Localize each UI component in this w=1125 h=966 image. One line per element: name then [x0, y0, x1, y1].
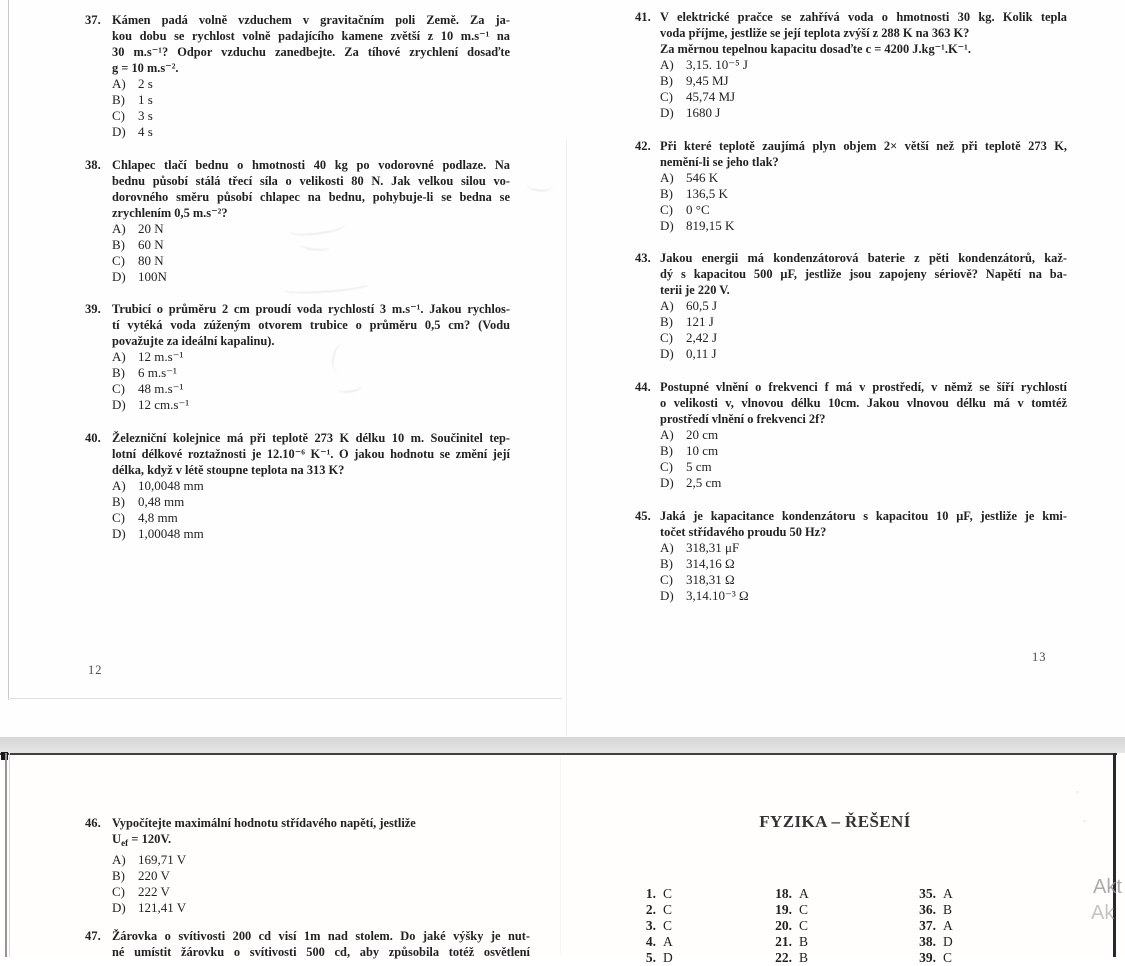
option-value: 12 m.s⁻¹: [138, 349, 184, 364]
option-label: C): [660, 330, 673, 345]
option-label: D): [660, 588, 674, 603]
option-value: 318,31 μF: [686, 540, 740, 555]
answer-letter: A: [663, 934, 673, 949]
question-text-line: terii je 220 V.: [660, 283, 730, 297]
option-value: 60,5 J: [686, 298, 718, 313]
question-text-line: považujte za ideální kapalinu).: [112, 334, 275, 348]
option-value: 220 V: [138, 868, 170, 883]
option-value: 20 cm: [686, 427, 719, 442]
option-label: A): [112, 76, 126, 91]
option-value: 12 cm.s⁻¹: [138, 397, 190, 412]
answer-option: [112, 253, 510, 269]
answer-letter: C: [663, 918, 673, 933]
option-label: B): [660, 186, 673, 201]
option-value: 10,0048 mm: [138, 478, 204, 493]
question-43: [635, 250, 1069, 362]
formula-subscript: ef: [121, 838, 129, 848]
option-value: 4,8 mm: [138, 510, 178, 525]
answer-key-entry: [910, 886, 953, 902]
answer-key-entry: [766, 918, 809, 934]
option-value: 3,15. 10⁻⁵ J: [686, 57, 748, 72]
answer-option: [112, 900, 530, 916]
question-formula-line: [112, 831, 530, 852]
option-label: D): [660, 218, 674, 233]
question-41: [635, 9, 1069, 121]
answer-number: 39.: [919, 950, 936, 965]
option-value: 20 N: [138, 221, 164, 236]
answer-letter: C: [799, 902, 809, 917]
option-label: D): [660, 105, 674, 120]
watermark-text-fragment: Akt: [1093, 876, 1122, 898]
answer-number: 18.: [775, 886, 792, 901]
answer-option: [660, 57, 1067, 73]
option-value: 48 m.s⁻¹: [138, 381, 184, 396]
question-number: 46.: [85, 816, 101, 830]
answer-letter: C: [943, 950, 953, 965]
question-number: 40.: [85, 431, 101, 445]
question-text-line: V elektrické pračce se zahřívá voda o hmotnosti 30 kg. Kolik tepla: [660, 10, 1067, 24]
question-text-line: 30 m.s⁻¹? Odpor vzduchu zanedbejte. Za tíhové zrychlení dosaďte: [112, 45, 510, 59]
option-value: 10 cm: [686, 443, 719, 458]
question-text-line: zrychlením 0,5 m.s⁻²?: [112, 206, 228, 220]
option-value: 1 s: [138, 92, 153, 107]
option-label: B): [112, 365, 125, 380]
answer-option: [660, 588, 1067, 604]
answer-key-entry: [630, 950, 673, 966]
page-edge-line: [5, 753, 7, 957]
question-number: 37.: [85, 13, 101, 27]
question-text-line: Za měrnou tepelnou kapacitu dosaďte c = 4200 J.kg⁻¹.K⁻¹.: [660, 42, 971, 56]
answer-key-entry: [630, 934, 673, 950]
option-label: C): [660, 89, 673, 104]
question-text-line: prostředí vlnění o frekvenci 2f?: [660, 412, 826, 426]
answer-option: [112, 526, 510, 542]
answer-option: [112, 852, 530, 868]
question-text-line: Vypočítejte maximální hodnotu střídavého napětí, jestliže: [112, 816, 416, 830]
page-top-edge: [0, 753, 1117, 755]
answer-key-entry: [630, 918, 673, 934]
page-center-seam: [566, 140, 567, 736]
answer-option: [112, 510, 510, 526]
answer-number: 36.: [919, 902, 936, 917]
answer-option: [112, 365, 510, 381]
question-number: 47.: [85, 929, 101, 943]
question-40: [85, 430, 513, 542]
answer-letter: A: [943, 918, 953, 933]
option-value: 2,42 J: [686, 330, 718, 345]
answer-option: [112, 397, 510, 413]
question-44: [635, 379, 1069, 491]
option-value: 121 J: [686, 314, 714, 329]
scan-gap-band: [0, 737, 1125, 753]
question-number: 41.: [635, 10, 651, 24]
option-label: D): [112, 124, 126, 139]
question-text-line: bednu působí stálá třecí síla o velikosti 80 N. Jak velkou silou vo-: [112, 174, 510, 188]
answer-key-entry: [766, 950, 809, 966]
option-label: B): [112, 494, 125, 509]
page-edge-line: [8, 698, 562, 699]
option-label: C): [112, 108, 125, 123]
page-number-12: 12: [88, 663, 103, 677]
question-45: [635, 508, 1069, 604]
option-value: 0 °C: [686, 202, 710, 217]
option-value: 2,5 cm: [686, 475, 722, 490]
option-value: 5 cm: [686, 459, 712, 474]
answer-option: [660, 186, 1067, 202]
answer-option: [660, 202, 1067, 218]
answer-key-column-2: [766, 886, 809, 966]
option-label: B): [112, 868, 125, 883]
option-value: 136,5 K: [686, 186, 728, 201]
option-value: 2 s: [138, 76, 153, 91]
solutions-title: FYZIKA – ŘEŠENÍ: [759, 812, 911, 831]
answer-number: 3.: [645, 918, 656, 933]
question-text-line: Kámen padá volně vzduchem v gravitačním poli Země. Za ja-: [112, 13, 510, 27]
question-text-line: lotní délkové roztažnosti je 12.10⁻⁶ K⁻¹. O jakou hodnotu se změní její: [112, 447, 510, 461]
question-37: [85, 12, 513, 140]
question-number: 44.: [635, 380, 651, 394]
question-text-line: voda příjme, jestliže se její teplota zvýší z 288 K na 363 K?: [660, 26, 970, 40]
question-text-line: Žárovka o svítivosti 200 cd visí 1m nad stolem. Do jaké výšky je nut-: [112, 929, 530, 943]
answer-key-column-1: [630, 886, 673, 966]
option-label: C): [112, 884, 125, 899]
option-value: 546 K: [686, 170, 719, 185]
option-label: B): [660, 556, 673, 571]
answer-option: [112, 92, 510, 108]
answer-letter: C: [663, 886, 673, 901]
question-text-line: Při které teplotě zaujímá plyn objem 2× větší než při teplotě 273 K,: [660, 139, 1067, 153]
answer-option: [660, 314, 1067, 330]
option-label: A): [660, 57, 674, 72]
option-label: B): [112, 237, 125, 252]
option-value: 318,31 Ω: [686, 572, 735, 587]
page-number-13: 13: [1032, 650, 1047, 664]
question-text-line: Trubicí o průměru 2 cm proudí voda rychlostí 3 m.s⁻¹. Jakou rychlos-: [112, 302, 510, 316]
question-number: 43.: [635, 251, 651, 265]
answer-letter: A: [943, 886, 953, 901]
option-value: 314,16 Ω: [686, 556, 735, 571]
question-47: [85, 928, 535, 960]
answer-option: [660, 572, 1067, 588]
answer-option: [112, 124, 510, 140]
question-number: 42.: [635, 139, 651, 153]
question-42: [635, 138, 1069, 234]
question-text-line: o velikosti v, vlnovou délku 10cm. Jakou vlnovou délku má v tomtéž: [660, 396, 1067, 410]
answer-option: [112, 108, 510, 124]
option-label: A): [660, 170, 674, 185]
option-label: A): [660, 540, 674, 555]
question-text-line: Jakou energii má kondenzátorová baterie z pěti kondenzátorů, kaž-: [660, 251, 1067, 265]
option-value: 0,11 J: [686, 346, 717, 361]
watermark-text-fragment: Ak: [1091, 902, 1115, 924]
pencil-scribble: [526, 175, 553, 192]
answer-option: [112, 221, 510, 237]
page-center-seam: [560, 755, 561, 957]
answer-key-entry: [766, 934, 809, 950]
question-text-line: né umístit žárovku o svítivosti 500 cd, aby způsobila totéž osvětlení: [112, 945, 530, 959]
option-label: B): [660, 73, 673, 88]
option-label: B): [660, 314, 673, 329]
option-label: D): [112, 397, 126, 412]
answer-key-entry: [766, 886, 809, 902]
page-right-edge: [1113, 753, 1116, 957]
answer-number: 22.: [775, 950, 792, 965]
answer-option: [660, 556, 1067, 572]
question-text-line: dorovného směru působí chlapec na bednu, pohybuje-li se bedna se: [112, 190, 510, 204]
option-label: C): [112, 510, 125, 525]
page-edge-line: [8, 0, 9, 700]
answer-number: 19.: [775, 902, 792, 917]
answer-option: [660, 105, 1067, 121]
answer-option: [660, 298, 1067, 314]
scan-dust: [1076, 791, 1079, 793]
answer-option: [112, 381, 510, 397]
scan-dust: [1083, 820, 1086, 822]
answer-option: [112, 76, 510, 92]
answer-number: 35.: [919, 886, 936, 901]
option-label: C): [660, 459, 673, 474]
question-text-line: dý s kapacitou 500 μF, jestliže jsou zapojeny sériově? Napětí na ba-: [660, 267, 1067, 281]
answer-letter: A: [799, 886, 809, 901]
question-text-line: Jaká je kapacitance kondenzátoru s kapacitou 10 μF, jestliže je kmi-: [660, 509, 1067, 523]
formula-symbol: U: [112, 832, 122, 846]
answer-key-entry: [766, 902, 809, 918]
page-edge-line: [9, 753, 10, 957]
answer-number: 37.: [919, 918, 936, 933]
answer-option: [112, 269, 510, 285]
answer-number: 2.: [645, 902, 656, 917]
question-number: 39.: [85, 302, 101, 316]
question-46: [85, 815, 525, 916]
answer-key-entry: [630, 886, 673, 902]
answer-number: 5.: [645, 950, 656, 965]
answer-letter: D: [663, 950, 673, 965]
answer-number: 21.: [775, 934, 792, 949]
answer-option: [660, 427, 1067, 443]
answer-option: [660, 330, 1067, 346]
option-label: A): [112, 221, 126, 236]
option-value: 4 s: [138, 124, 153, 139]
option-label: A): [112, 478, 126, 493]
page-spread-bottom: [0, 753, 1125, 965]
option-value: 169,71 V: [138, 852, 187, 867]
answer-option: [660, 475, 1067, 491]
option-label: A): [112, 852, 126, 867]
answer-number: 38.: [919, 934, 936, 949]
answer-key-entry: [910, 902, 953, 918]
option-label: A): [112, 349, 126, 364]
option-label: B): [112, 92, 125, 107]
answer-option: [112, 478, 510, 494]
option-value: 6 m.s⁻¹: [138, 365, 177, 380]
option-label: C): [112, 381, 125, 396]
option-label: D): [112, 900, 126, 915]
answer-option: [112, 884, 530, 900]
option-label: A): [660, 427, 674, 442]
answer-key-entry: [910, 918, 953, 934]
option-label: B): [660, 443, 673, 458]
question-text-line: Chlapec tlačí bednu o hmotnosti 40 kg po vodorovné podlaze. Na: [112, 158, 510, 172]
option-value: 1680 J: [686, 105, 721, 120]
answer-letter: B: [799, 934, 809, 949]
answer-number: 1.: [645, 886, 656, 901]
option-label: D): [112, 526, 126, 541]
answer-option: [660, 459, 1067, 475]
question-38: [85, 157, 513, 285]
answer-key-column-3: [910, 886, 953, 966]
answer-number: 4.: [645, 934, 656, 949]
formula-value: = 120V.: [128, 832, 172, 846]
option-value: 60 N: [138, 237, 164, 252]
option-value: 100N: [138, 269, 167, 284]
option-label: D): [660, 346, 674, 361]
answer-option: [660, 170, 1067, 186]
option-label: D): [660, 475, 674, 490]
answer-option: [660, 89, 1067, 105]
answer-key-entry: [910, 934, 953, 950]
option-label: A): [660, 298, 674, 313]
option-value: 3,14.10⁻³ Ω: [686, 588, 749, 603]
question-text-line: g = 10 m.s⁻².: [112, 61, 179, 75]
question-number: 38.: [85, 158, 101, 172]
answer-number: 20.: [775, 918, 792, 933]
option-value: 3 s: [138, 108, 153, 123]
answer-option: [112, 237, 510, 253]
option-value: 9,45 MJ: [686, 73, 729, 88]
option-value: 1,00048 mm: [138, 526, 204, 541]
option-value: 121,41 V: [138, 900, 187, 915]
question-number: 45.: [635, 509, 651, 523]
answer-option: [660, 443, 1067, 459]
answer-key-entry: [630, 902, 673, 918]
answer-letter: C: [799, 918, 809, 933]
option-value: 45,74 MJ: [686, 89, 736, 104]
answer-letter: D: [943, 934, 953, 949]
question-text-line: Železniční kolejnice má při teplotě 273 K délku 10 m. Součinitel tep-: [112, 431, 510, 445]
option-label: D): [112, 269, 126, 284]
option-label: C): [660, 202, 673, 217]
answer-key-entry: [910, 950, 953, 966]
answer-option: [112, 349, 510, 365]
question-text-line: Postupné vlnění o frekvenci f má v prostředí, v němž se šíří rychlostí: [660, 380, 1067, 394]
answer-option: [660, 73, 1067, 89]
question-text-line: kou dobu se rychlost volně padajícího kamene zvětší z 10 m.s⁻¹ na: [112, 29, 510, 43]
answer-option: [112, 868, 530, 884]
answer-letter: B: [943, 902, 953, 917]
answer-option: [112, 494, 510, 510]
option-value: 222 V: [138, 884, 170, 899]
option-value: 819,15 K: [686, 218, 735, 233]
question-text-line: délka, když v létě stoupne teplota na 313 K?: [112, 463, 345, 477]
answer-letter: C: [663, 902, 673, 917]
answer-letter: B: [799, 950, 809, 965]
answer-option: [660, 540, 1067, 556]
option-value: 80 N: [138, 253, 164, 268]
question-39: [85, 301, 513, 413]
option-value: 0,48 mm: [138, 494, 185, 509]
answer-option: [660, 346, 1067, 362]
question-text-line: tí vytéká voda zúženým otvorem trubice o průměru 0,5 cm? (Vodu: [112, 318, 510, 332]
question-text-line: nemění-li se jeho tlak?: [660, 155, 779, 169]
option-label: C): [660, 572, 673, 587]
answer-option: [660, 218, 1067, 234]
option-label: C): [112, 253, 125, 268]
question-text-line: točet střídavého proudu 50 Hz?: [660, 525, 827, 539]
